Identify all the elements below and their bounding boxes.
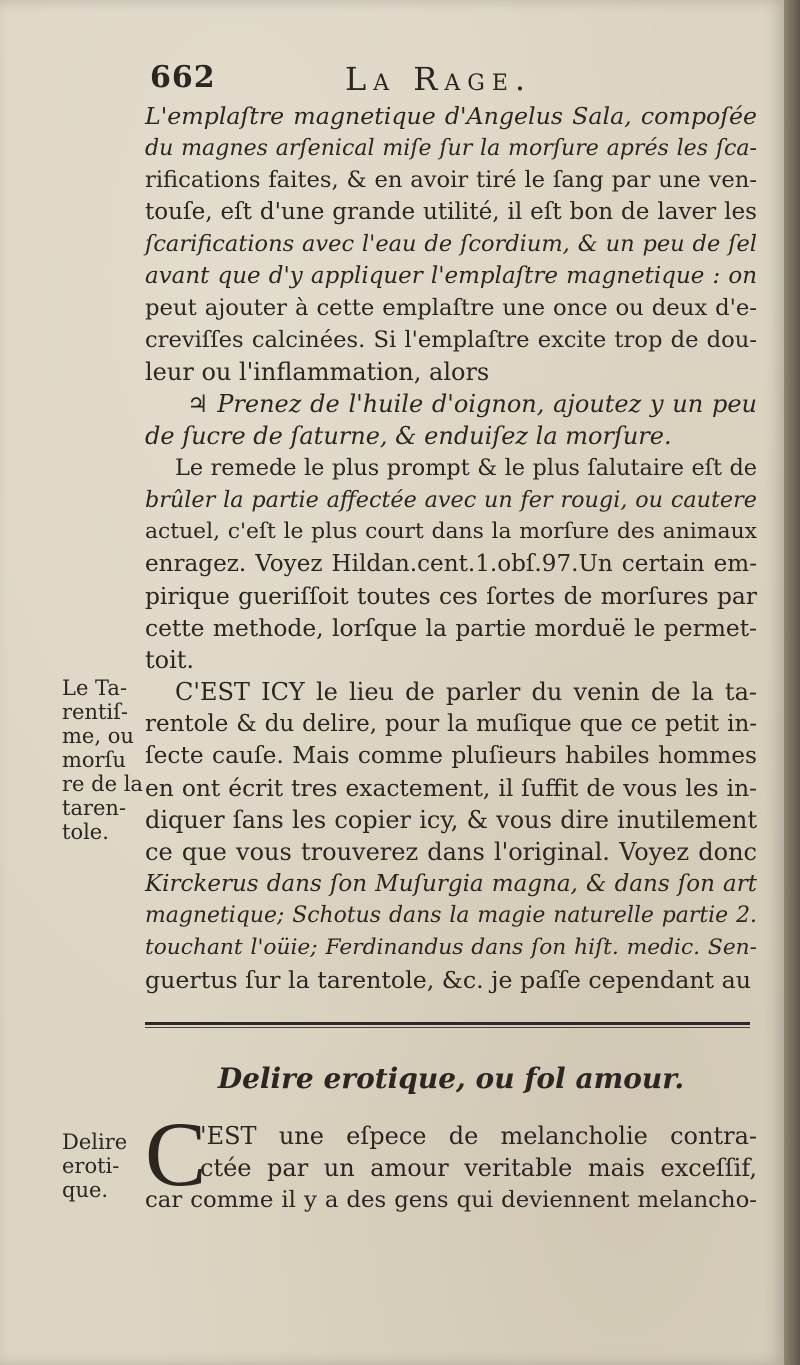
text-line: cette methode, lorſque la partie morduë le permet- <box>145 614 757 642</box>
text-line: 'EST une eſpece de melancholie contra- <box>200 1122 757 1150</box>
main-text <box>145 100 757 996</box>
margin-note-line: Delire <box>62 1130 128 1154</box>
margin-note-line: me, ou <box>62 724 134 748</box>
text-line: du magnes arſenical miſe ſur la morſure aprés les ſca- <box>145 135 757 161</box>
text-line: touſe, eſt d'une grande utilité, il eſt bon de laver les <box>145 199 757 225</box>
page-number: 662 <box>150 60 216 95</box>
text-line: rifications faites, & en avoir tiré le ſang par une ven- <box>145 167 757 193</box>
margin-note-line: morſu <box>62 748 126 772</box>
text-line: brûler la partie affectée avec un fer rougi, ou cautere <box>145 487 757 513</box>
text-line: C'EST ICY le lieu de parler du venin de la ta- <box>175 678 757 706</box>
text-line: car comme il y a des gens qui deviennent melancho- <box>145 1187 757 1213</box>
page-header <box>150 60 750 100</box>
text-line: ctée par un amour veritable mais exceſſif, <box>200 1154 757 1182</box>
text-line: leur ou l'inflammation, alors <box>145 358 490 386</box>
text-line: ſecte cauſe. Mais comme pluſieurs habiles hommes <box>145 742 757 769</box>
text-line: de ſucre de ſaturne, & enduiſez la morſure. <box>145 422 672 450</box>
margin-note-line: rentiſ- <box>62 700 129 724</box>
section-text-continued <box>145 1184 757 1216</box>
page-edge <box>784 0 800 1365</box>
margin-note-line: tole. <box>62 820 109 844</box>
margin-note-erotic <box>62 1130 142 1202</box>
margin-note-tarantism <box>62 676 142 844</box>
text-line: ♃ Prenez de l'huile d'oignon, ajoutez y un peu <box>187 390 757 418</box>
margin-note-line: re de la <box>62 772 143 796</box>
text-line: Kirckerus dans ſon Muſurgia magna, & dans ſon art <box>145 871 757 897</box>
text-line: enragez. Voyez Hildan.cent.1.obſ.97.Un certain em- <box>145 551 757 577</box>
text-line: pirique gueriſſoit toutes ces ſortes de morſures par <box>145 582 757 610</box>
text-line: creviſſes calcinées. Si l'emplaſtre excite trop de dou- <box>145 327 757 353</box>
margin-note-line: taren- <box>62 796 127 820</box>
text-line: rentole & du delire, pour la muſique que ce petit in- <box>145 711 757 737</box>
text-line: diquer ſans les copier icy, & vous dire inutilement <box>145 806 757 834</box>
text-line: Le remede le plus prompt & le plus ſalutaire eſt de <box>175 455 757 481</box>
section-rule-thin <box>145 1027 750 1028</box>
drop-cap: C <box>145 1103 207 1205</box>
text-line: ce que vous trouverez dans l'original. Voyez donc <box>145 838 757 866</box>
text-line: guertus ſur la tarentole, &c. je paſſe cependant au <box>145 966 751 994</box>
text-line: avant que d'y appliquer l'emplaſtre magnetique : on <box>145 263 757 289</box>
margin-note-line: que. <box>62 1178 109 1202</box>
running-head: La Rage. <box>345 60 533 98</box>
text-line: peut ajouter à cette emplaſtre une once ou deux d'e- <box>145 295 757 321</box>
section-text <box>200 1120 757 1184</box>
text-line: actuel, c'eſt le plus court dans la morſure des animaux <box>145 519 757 544</box>
margin-note-line: eroti- <box>62 1154 120 1178</box>
section-heading: Delire erotique, ou fol amour. <box>217 1062 685 1095</box>
text-line: magnetique; Schotus dans la magie naturelle partie 2. <box>145 903 757 928</box>
section-rule <box>145 1022 750 1025</box>
text-line: touchant l'oüie; Ferdinandus dans ſon hiſt. medic. Sen- <box>145 935 757 960</box>
text-line: toit. <box>145 646 195 674</box>
text-line: L'emplaſtre magnetique d'Angelus Sala, compoſée <box>145 102 757 130</box>
text-line: ſcarifications avec l'eau de ſcordium, & un peu de ſel <box>145 231 757 257</box>
text-line: en ont écrit tres exactement, il ſuffit de vous les in- <box>145 774 757 802</box>
margin-note-line: Le Ta- <box>62 676 128 700</box>
